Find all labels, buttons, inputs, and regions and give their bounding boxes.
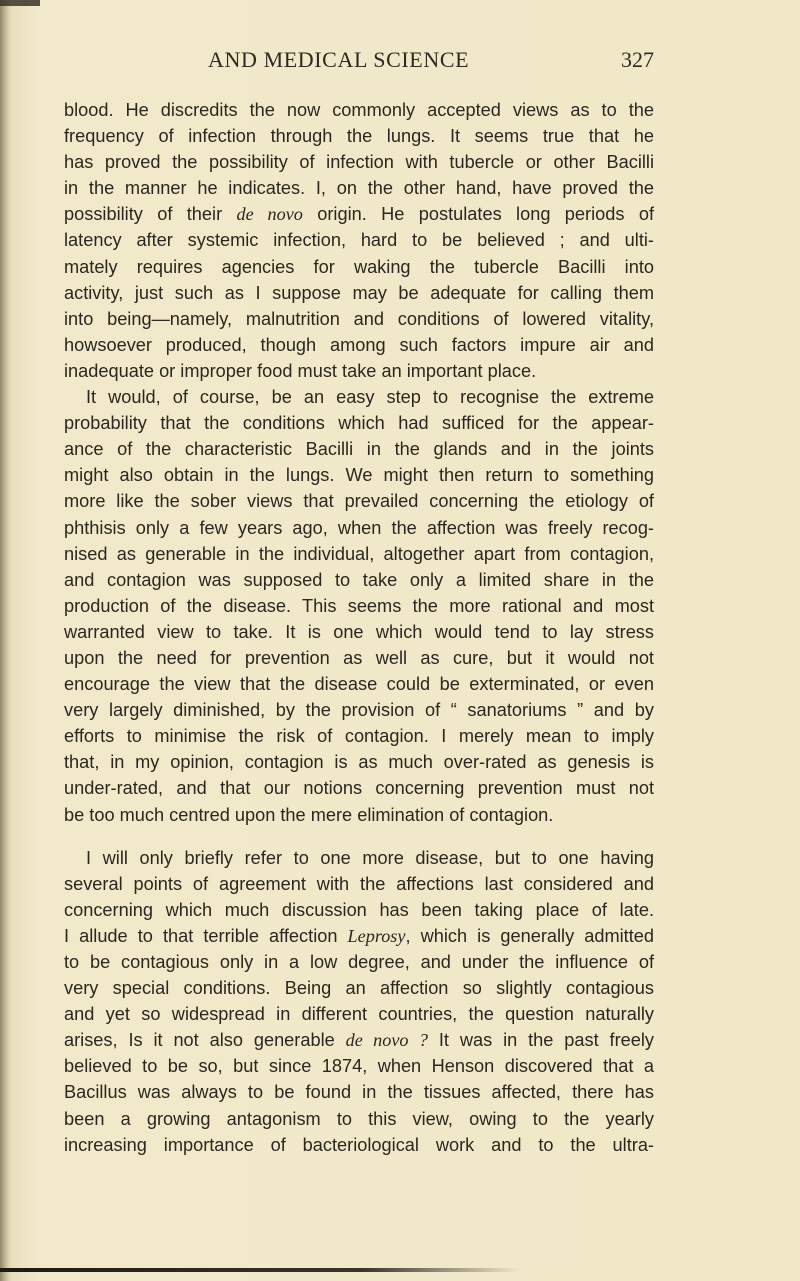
italic-term: de novo ? — [345, 1030, 428, 1051]
paragraph-2 — [64, 384, 654, 828]
text-line: believed to be so, but since 1874, when Henson discovered that a — [64, 1056, 654, 1077]
text-line: and contagion was supposed to take only a limited share in the — [64, 569, 654, 590]
text-line: Bacillus was always to be found in the tissues affected, there has — [64, 1082, 654, 1103]
text-line: inadequate or improper food must take an important place. — [64, 360, 537, 381]
text-line: upon the need for prevention as well as cure, but it would not — [64, 647, 654, 668]
corner-mark — [0, 0, 40, 6]
italic-term: Leprosy — [347, 925, 406, 946]
text-line: has proved the possibility of infection with tubercle or other Bacilli — [64, 152, 654, 173]
text-line: more like the sober views that prevailed concerning the etiology of — [64, 491, 654, 512]
text-line: mately requires agencies for waking the tubercle Bacilli into — [64, 256, 654, 277]
text-line: activity, just such as I suppose may be adequate for calling them — [64, 282, 654, 303]
paragraph-gap — [64, 828, 654, 845]
text-line: warranted view to take. It is one which would tend to lay stress — [64, 621, 654, 642]
paragraph-3 — [64, 845, 654, 1158]
text-line: under-rated, and that our notions concerning prevention must not — [64, 778, 654, 799]
text-line: and yet so widespread in different countries, the question naturally — [64, 1004, 654, 1025]
text-line: encourage the view that the disease could be exterminated, or even — [64, 674, 654, 695]
text-line: ance of the characteristic Bacilli in the glands and in the joints — [64, 439, 654, 460]
text-line: howsoever produced, though among such factors impure air and — [64, 334, 654, 355]
page-number: 327 — [621, 47, 654, 72]
text-run: , which is generally admitted — [405, 925, 654, 946]
text-line: be too much centred upon the mere elimination of contagion. — [64, 804, 554, 825]
text-line: to be contagious only in a low degree, and under the influence of — [64, 952, 654, 972]
text-line: into being—namely, malnutrition and conditions of lowered vitality, — [64, 308, 654, 329]
text-run: origin. He postulates long periods of — [302, 204, 654, 225]
body-text — [64, 97, 654, 1158]
text-run: I allude to that terrible affection — [64, 925, 348, 946]
text-line: very largely diminished, by the provision of “ sanatoriums ” and by — [64, 700, 654, 721]
text-run: arises, Is it not also generable — [64, 1030, 346, 1051]
text-line: several points of agreement with the affections last considered and — [64, 873, 654, 894]
text-line: blood. He discredits the now commonly accepted views as to the — [64, 100, 654, 120]
text-line — [64, 1027, 654, 1053]
text-line: frequency of infection through the lungs. It seems true that he — [64, 126, 654, 147]
running-head — [64, 47, 654, 77]
spine-shadow — [0, 0, 10, 1281]
text-line: latency after systemic infection, hard to be believed ; and ulti- — [64, 230, 654, 251]
text-line: very special conditions. Being an affection so slightly contagious — [64, 978, 654, 999]
text-line: been a growing antagonism to this view, owing to the yearly — [64, 1108, 654, 1129]
text-line: probability that the conditions which had sufficed for the appear- — [64, 413, 654, 434]
running-title: AND MEDICAL SCIENCE — [208, 47, 470, 72]
text-line: I will only briefly refer to one more disease, but to one having — [86, 847, 654, 868]
bottom-page-edge — [0, 1268, 520, 1272]
text-line: production of the disease. This seems the more rational and most — [64, 595, 654, 616]
text-line: nised as generable in the individual, altogether apart from contagion, — [64, 543, 654, 564]
italic-term: de novo — [236, 204, 303, 225]
text-line: might also obtain in the lungs. We might then return to something — [64, 465, 654, 486]
text-line: phthisis only a few years ago, when the affection was freely recog- — [64, 517, 654, 538]
text-line: efforts to minimise the risk of contagion. I merely mean to imply — [64, 726, 654, 747]
text-line — [64, 201, 654, 227]
paragraph-1 — [64, 97, 654, 384]
text-line: in the manner he indicates. I, on the other hand, have proved the — [64, 178, 654, 199]
text-line: It would, of course, be an easy step to recognise the extreme — [86, 387, 654, 408]
text-line: concerning which much discussion has been taking place of late. — [64, 899, 654, 920]
text-run: possibility of their — [64, 204, 237, 225]
text-line: increasing importance of bacteriological work and to the ultra- — [64, 1134, 654, 1155]
text-line: that, in my opinion, contagion is as much over-rated as genesis is — [64, 752, 654, 773]
text-run: It was in the past freely — [427, 1030, 654, 1051]
text-line — [64, 923, 654, 949]
